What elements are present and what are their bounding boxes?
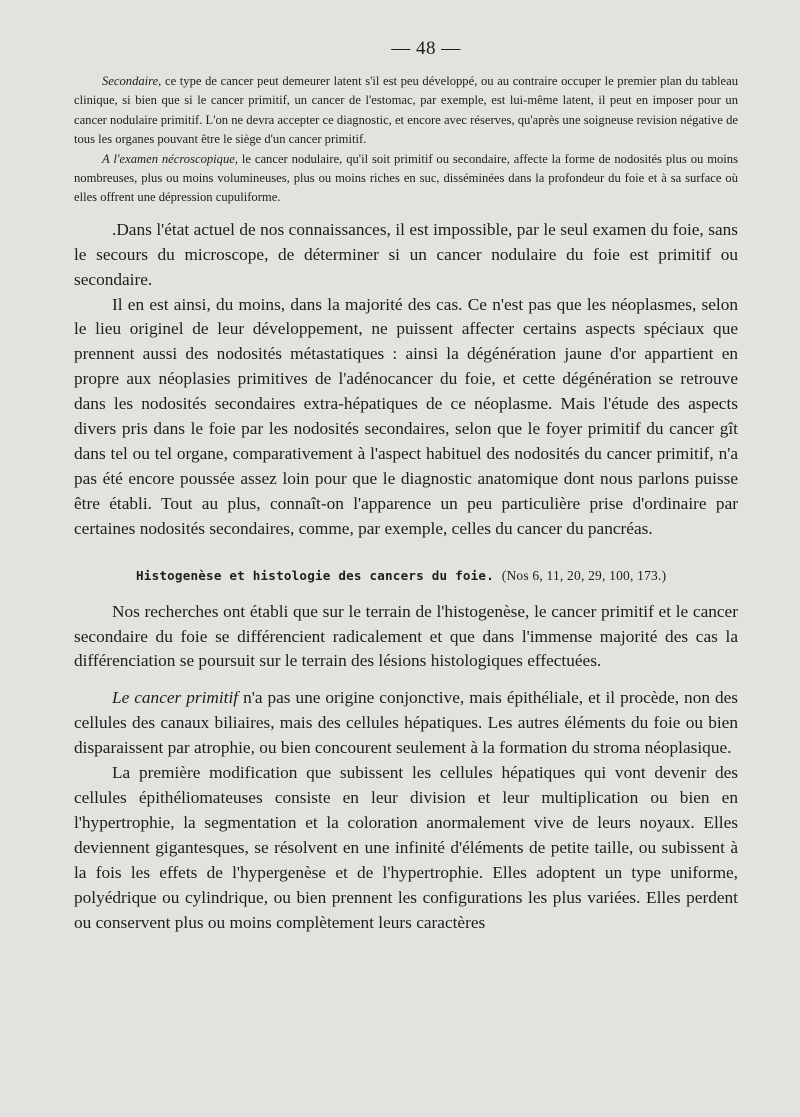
small-paragraph-2-text: le cancer nodulaire, qu'il soit primitif ou secondaire, affecte la forme de nodosités plus ou moins nombreuses, plus ou moins volumineuses, plus ou moins riches en suc, disséminées dans la profondeur du foie et à sa surface où elles offrent une dépression cupuliforme. [74, 151, 738, 205]
body-paragraph-4-lead: Le cancer primitif [112, 688, 239, 708]
body-paragraph-5 [74, 761, 738, 935]
section-heading-refs: (Nos 6, 11, 20, 29, 100, 173.) [501, 567, 667, 583]
small-paragraph-1-lead: Secondaire, [102, 74, 162, 88]
body-paragraph-1: .Dans l'état actuel de nos connaissances, il est impossible, par le seul examen du foie, sans le secours du microscope, de déterminer si un cancer nodulaire du foie est primitif ou secondaire. [74, 219, 738, 289]
page-number: — 48 — [391, 38, 461, 59]
small-paragraph-1 [74, 72, 738, 150]
body-paragraph-3 [74, 600, 738, 675]
body-paragraph-2: Il en est ainsi, du moins, dans la majorité des cas. Ce n'est pas que les néoplasmes, selon le lieu originel de leur développement, ne puissent affecter certains aspects spéciaux que prennent aussi des nodosités métastatiques : ainsi la dégénération jaune d'or appartient en propre aux néoplasies primitives de l'adénocancer du foie, et cette dégénération se retrouve dans les nodosités secondaires extra-hépatiques de ce néoplasme. Mais l'étude des aspects divers pris dans le foie par les nodosités secondaires, selon que le foyer primitif du cancer gît dans tel ou tel organe, comparativement à l'aspect habituel des nodosités du cancer primitif, n'a pas été encore poussée assez loin pour que le diagnostic anatomique dont nous parlons puisse être établi. Tout au plus, connaît-on l'apparence un peu particulière prise d'ordinaire par certaines nodosités secondaires, comme, par exemple, celles du cancer du pancréas. [74, 294, 738, 538]
body-paragraph-4-text: n'a pas une origine conjonctive, mais épithéliale, et il procède, non des cellules des canaux biliaires, mais des cellules hépatiques. Les autres éléments du foie ou bien disparaissent par atrophie, ou bien concourent seulement à la formation du stroma néoplasique. [74, 688, 738, 758]
small-paragraph-2 [74, 150, 738, 208]
body-paragraph-4 [74, 686, 738, 761]
small-paragraph-1-text: ce type de cancer peut demeurer latent s'il est peu développé, ou au contraire occuper le premier plan du tableau clinique, si bien que si le cancer primitif, un cancer de l'estomac, par exemple, est lui-même latent, il peut en imposer pour un cancer nodulaire primitif. L'on ne devra accepter ce diagnostic, et encore avec réserves, qu'après une soigneuse revision négative de tous les organes pouvant être le siège d'un cancer primitif. [74, 74, 738, 147]
section-heading [136, 568, 738, 584]
small-paragraph-2-lead: A l'examen nécroscopique, [102, 151, 239, 166]
section-heading-title: Histogenèse et histologie des cancers du foie. [136, 567, 494, 583]
body-paragraph-5-text: La première modification que subissent les cellules hépatiques qui vont devenir des cellules épithéliomateuses consiste en leur division et leur multiplication ou bien en l'hypertrophie, la segmentation et la coloration anormalement vive de leurs noyaux. Elles deviennent gigantesques, se résolvent en une infinité d'éléments de petite taille, ou subissent à la fois les effets de l'hypergenèse et de l'hypertrophie. Elles adoptent un type uniforme, polyédrique ou cylindrique, ou bien prennent les configurations les plus variées. Elles perdent ou conservent plus ou moins complètement leurs caractères [74, 763, 738, 932]
body-paragraph-3-text: Nos recherches ont établi que sur le terrain de l'histogenèse, le cancer primitif et le cancer secondaire du foie se différencient radicalement et que dans l'immense majorité des cas la différenciation se poursuit sur le terrain des lésions histologiques effectuées. [74, 601, 738, 671]
